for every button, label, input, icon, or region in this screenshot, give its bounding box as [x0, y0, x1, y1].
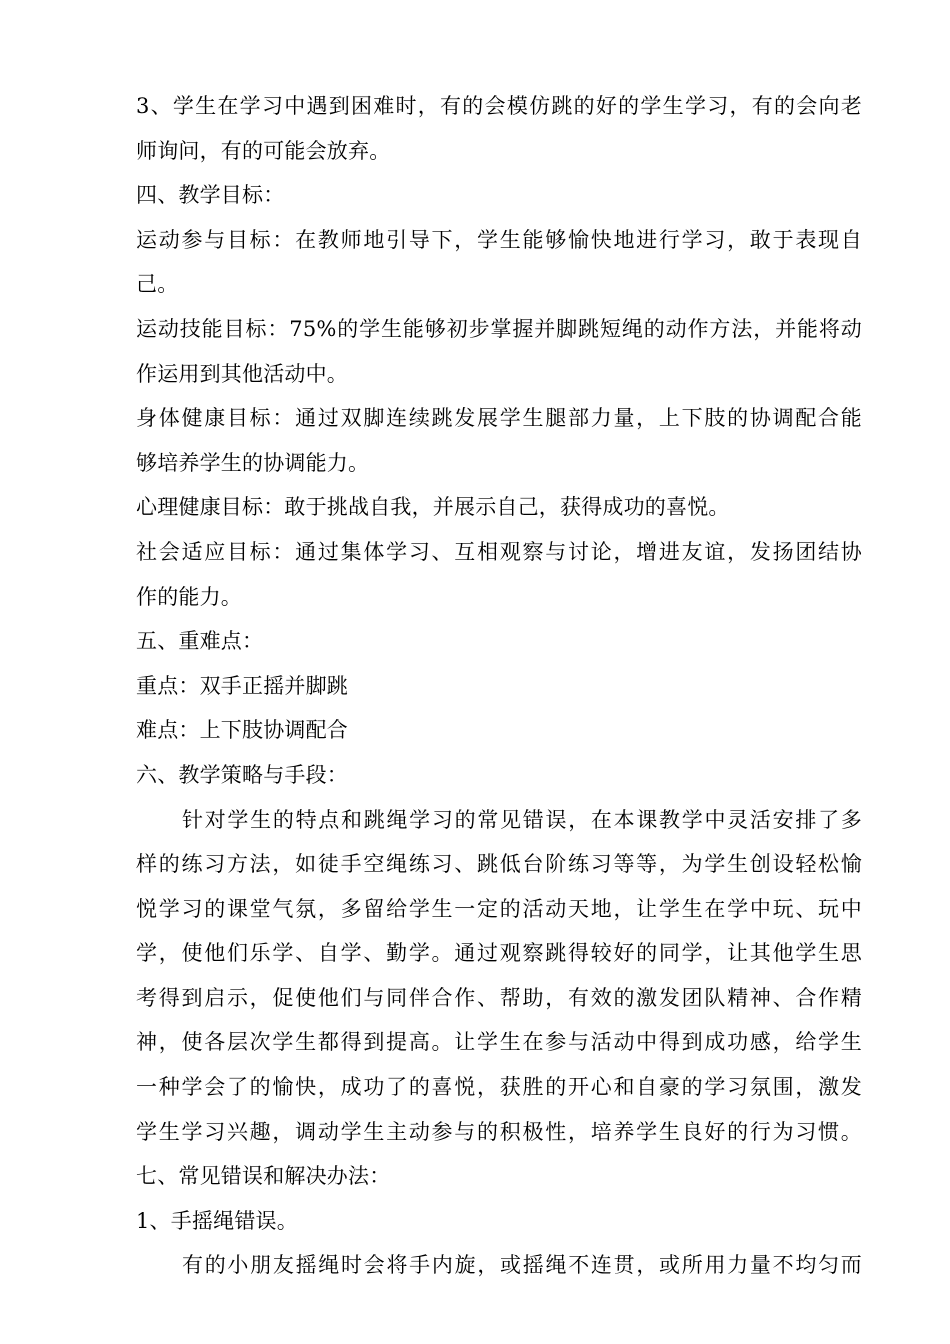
text-line: 作运用到其他活动中。: [136, 361, 348, 386]
text-line: 学，使他们乐学、自学、勤学。通过观察跳得较好的同学，让其他学生思: [136, 941, 862, 966]
text-line: 够培养学生的协调能力。: [136, 450, 370, 475]
text-line: 一种学会了的愉快，成功了的喜悦，获胜的开心和自豪的学习氛围，激发: [136, 1075, 862, 1100]
text-line: 社会适应目标：通过集体学习、互相观察与讨论，增进友谊，发扬团结协: [136, 539, 862, 564]
text-line: 七、常见错误和解决办法：: [136, 1164, 391, 1189]
text-line: 五、重难点：: [136, 629, 264, 654]
text-line: 作的能力。: [136, 584, 242, 609]
text-line: 己。: [136, 272, 179, 297]
text-line: 考得到启示，促使他们与同伴合作、帮助，有效的激发团队精神、合作精: [136, 985, 862, 1010]
text-line: 六、教学策略与手段：: [136, 762, 348, 787]
text-line: 针对学生的特点和跳绳学习的常见错误，在本课教学中灵活安排了多: [182, 807, 862, 832]
document-page: [136, 84, 862, 1288]
text-line: 难点：上下肢协调配合: [136, 718, 348, 743]
text-line: 四、教学目标：: [136, 183, 285, 208]
text-line: 样的练习方法，如徒手空绳练习、跳低台阶练习等等，为学生创设轻松愉: [136, 852, 862, 877]
text-line: 悦学习的课堂气氛，多留给学生一定的活动天地，让学生在学中玩、玩中: [136, 896, 862, 921]
text-line: 学生学习兴趣，调动学生主动参与的积极性，培养学生良好的行为习惯。: [136, 1119, 862, 1144]
text-line: 有的小朋友摇绳时会将手内旋，或摇绳不连贯，或所用力量不均匀而: [182, 1253, 862, 1278]
text-line: 师询问，有的可能会放弃。: [136, 138, 391, 163]
text-line: 神，使各层次学生都得到提高。让学生在参与活动中得到成功感，给学生: [136, 1030, 862, 1055]
text-line: 重点：双手正摇并脚跳: [136, 673, 348, 698]
text-line: 运动技能目标：75%的学生能够初步掌握并脚跳短绳的动作方法，并能将动: [136, 316, 862, 341]
text-line: 1、手摇绳错误。: [136, 1208, 298, 1233]
text-line: 心理健康目标：敢于挑战自我，并展示自己，获得成功的喜悦。: [136, 495, 730, 520]
text-line: 身体健康目标：通过双脚连续跳发展学生腿部力量，上下肢的协调配合能: [136, 406, 862, 431]
text-line: 运动参与目标：在教师地引导下，学生能够愉快地进行学习，敢于表现自: [136, 227, 862, 252]
text-line: 3、学生在学习中遇到困难时，有的会模仿跳的好的学生学习，有的会向老: [136, 94, 862, 118]
